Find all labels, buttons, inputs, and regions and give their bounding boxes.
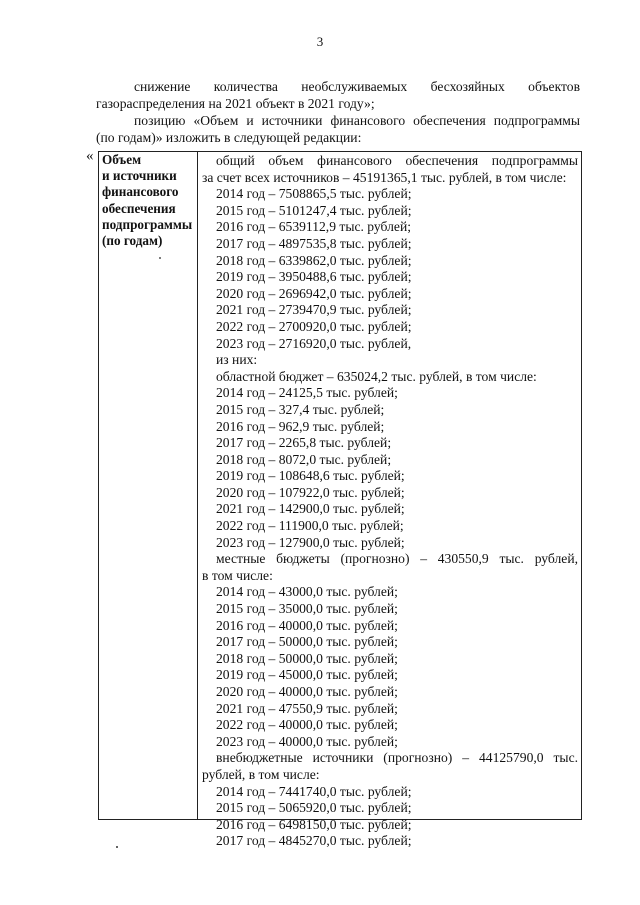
year-row: 2023 год – 40000,0 тыс. рублей; [216,733,398,749]
label-line: (по годам) [102,233,163,249]
scan-speck [159,257,161,259]
table-column-divider [197,151,198,820]
local-heading-line-1: местные бюджеты (прогнозно) – 430550,9 тыс. рублей, [216,551,578,567]
year-row: 2023 год – 2716920,0 тыс. рублей, [216,335,412,351]
total-years [202,186,578,352]
intro-line-1: снижение количества необслуживаемых бесхозяйных объектов [134,79,580,94]
year-row: 2015 год – 35000,0 тыс. рублей; [216,601,398,617]
year-row: 2022 год – 40000,0 тыс. рублей; [216,717,398,733]
year-row: 2014 год – 7441740,0 тыс. рублей; [216,783,412,799]
local-years [202,584,578,750]
table-label-cell [102,152,195,249]
year-row: 2014 год – 24125,5 тыс. рублей; [216,385,398,401]
year-row: 2020 год – 40000,0 тыс. рублей; [216,684,398,699]
year-row: 2017 год – 4897535,8 тыс. рублей; [216,235,412,251]
year-row: 2018 год – 50000,0 тыс. рублей; [216,650,398,666]
page-number: 3 [316,34,324,49]
year-row: 2018 год – 8072,0 тыс. рублей; [216,451,392,467]
total-line-2: за счет всех источников – 45191365,1 тыс. рублей, в том числе: [202,169,567,185]
year-row: 2021 год – 142900,0 тыс. рублей; [216,501,405,517]
year-row: 2021 год – 47550,9 тыс. рублей; [216,700,398,716]
year-row: 2015 год – 5065920,0 тыс. рублей; [216,800,412,816]
year-row: 2014 год – 7508865,5 тыс. рублей; [216,186,412,202]
year-row: 2014 год – 43000,0 тыс. рублей; [216,584,398,600]
year-row: 2017 год – 4845270,0 тыс. рублей; [216,833,412,849]
label-line: финансового [102,184,179,200]
year-row: 2021 год – 2739470,9 тыс. рублей; [216,302,412,318]
of-which-label: из них: [216,352,258,368]
label-line: Объем [102,152,142,167]
year-row: 2020 год – 2696942,0 тыс. рублей; [216,285,412,301]
scan-speck [116,846,118,848]
year-row: 2022 год – 2700920,0 тыс. рублей; [216,318,412,334]
year-row: 2017 год – 50000,0 тыс. рублей; [216,634,398,650]
intro-para2-line-1: позицию «Объем и источники финансового обеспечения подпрограммы [134,113,580,128]
year-row: 2018 год – 6339862,0 тыс. рублей; [216,252,412,268]
year-row: 2022 год – 111900,0 тыс. рублей; [216,518,404,534]
year-row: 2017 год – 2265,8 тыс. рублей; [216,435,392,451]
year-row: 2023 год – 127900,0 тыс. рублей; [216,534,405,550]
year-row: 2016 год – 962,9 тыс. рублей; [216,418,385,434]
year-row: 2019 год – 3950488,6 тыс. рублей; [216,269,412,285]
label-line: обеспечения [102,200,176,216]
year-row: 2015 год – 327,4 тыс. рублей; [216,401,385,417]
year-row: 2016 год – 6539112,9 тыс. рублей; [216,219,411,235]
extrabudgetary-heading-line-2: рублей, в том числе: [202,766,320,782]
year-row: 2016 год – 40000,0 тыс. рублей; [216,617,398,633]
extrabudgetary-heading-line-1: внебюджетные источники (прогнозно) – 44125790,0 тыс. [216,750,578,766]
label-line: и источники [102,168,177,184]
local-heading-line-2: в том числе: [202,567,273,583]
table-value-cell [202,153,578,850]
year-row: 2019 год – 108648,6 тыс. рублей; [216,468,405,484]
regional-years [202,385,578,551]
year-row: 2016 год – 6498150,0 тыс. рублей; [216,816,412,832]
extrabudgetary-years [202,784,578,850]
year-row: 2020 год – 107922,0 тыс. рублей; [216,484,405,500]
intro-line-2: газораспределения на 2021 объект в 2021 году»; [96,96,375,111]
regional-heading: областной бюджет – 635024,2 тыс. рублей, в том числе: [216,368,537,384]
total-line-1: общий объем финансового обеспечения подпрограммы [216,153,578,168]
year-row: 2015 год – 5101247,4 тыс. рублей; [216,202,412,218]
intro-para2-line-2: (по годам)» изложить в следующей редакции: [96,130,362,145]
label-line: подпрограммы [102,216,193,232]
opening-quote: « [86,148,94,164]
intro-text [96,78,580,146]
year-row: 2019 год – 45000,0 тыс. рублей; [216,667,398,683]
